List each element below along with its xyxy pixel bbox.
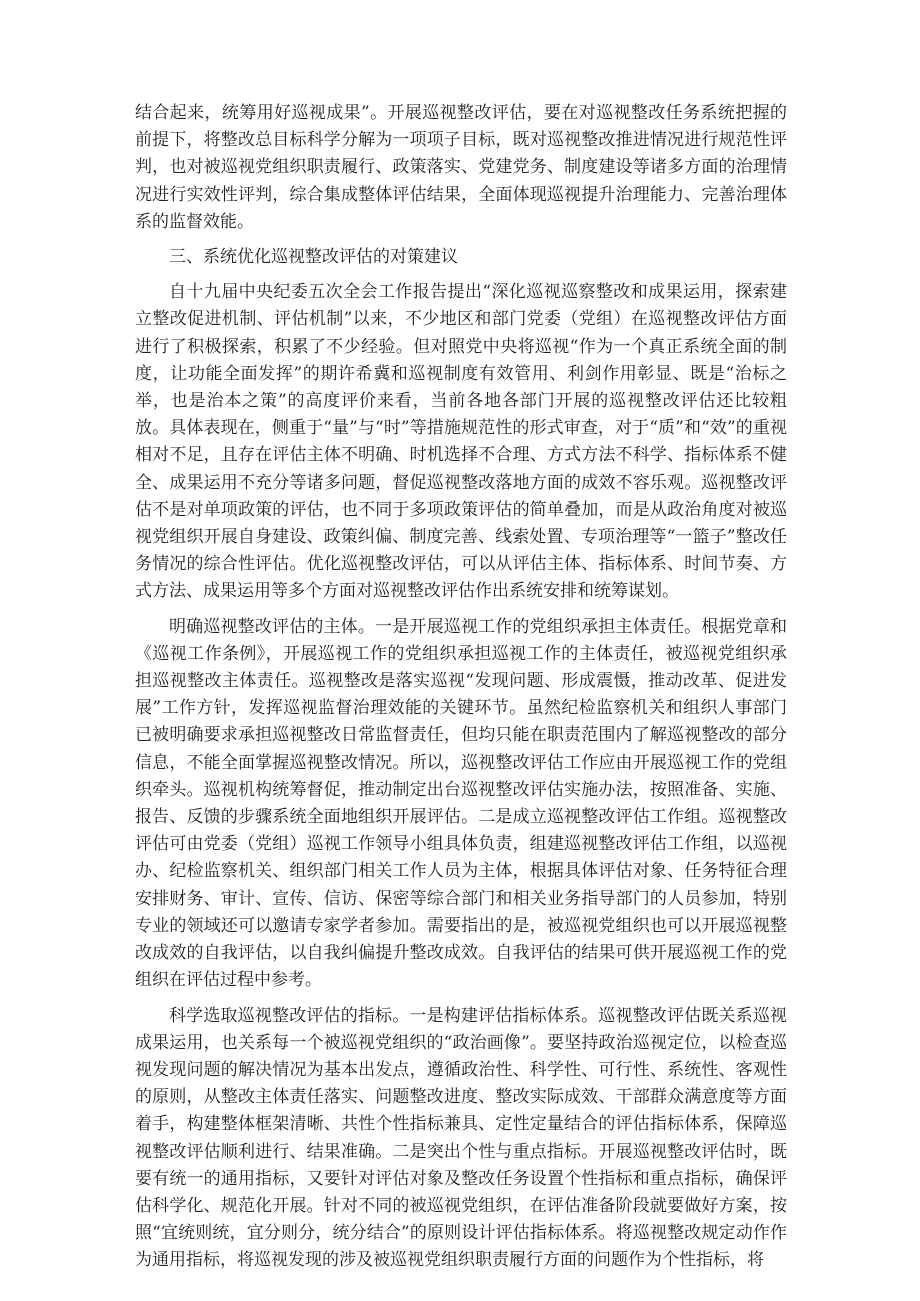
paragraph-intro: 自十九届中央纪委五次全会工作报告提出“深化巡视巡察整改和成果运用，探索建立整改促进机制、评估机制”以来，不少地区和部门党委（党组）在巡视整改评估方面进行了积极探索，积累了不少经验。但对照党中央将巡视“作为一个真正系统全面的制度，让功能全面发挥”的期许希冀和巡视制度有效管用、利剑作用彰显、既是“治标之举，也是治本之策”的高度评价来看，当前各地各部门开展的巡视整改评估还比较粗放。具体表现在，侧重于“量”与“时”等措施规范性的形式审查，对于“质”和“效”的重视相对不足，且存在评估主体不明确、时机选择不合理、方式方法不科学、指标体系不健全、成果运用不充分等诸多问题，督促巡视整改落地方面的成效不容乐观。巡视整改评估不是对单项政策的评估，也不同于多项政策评估的简单叠加，而是从政治角度对被巡视党组织开展自身建设、政策纠偏、制度完善、线索处置、专项治理等“一篮子”整改任务情况的综合性评估。优化巡视整改评估，可以从评估主体、指标体系、时间节奏、方式方法、成果运用等多个方面对巡视整改评估作出系统安排和统筹谋划。	[135, 282, 787, 602]
paragraph-assessment-indicators: 科学选取巡视整改评估的指标。一是构建评估指标体系。巡视整改评估既关系巡视成果运用，也关系每一个被巡视党组织的“政治画像”。要坚持政治巡视定位，以检查巡视发现问题的解决情况为基本出发点，遵循政治性、科学性、可行性、系统性、客观性的原则，从整改主体责任落实、问题整改进度、整改实际成效、干部群众满意度等方面着手，构建整体框架清晰、共性个性指标兼具、定性定量结合的评估指标体系，保障巡视整改评估顺利进行、结果准确。二是突出个性与重点指标。开展巡视整改评估时，既要有统一的通用指标，又要针对评估对象及整改任务设置个性指标和重点指标，确保评估科学化、规范化开展。针对不同的被巡视党组织，在评估准备阶段就要做好方案，按照“宜统则统，宜分则分，统分结合”的原则设计评估指标体系。将巡视整改规定动作作为通用指标，将巡视发现的涉及被巡视党组织职责履行方面的问题作为个性指标，将	[135, 1005, 787, 1271]
section-heading: 三、系统优化巡视整改评估的对策建议	[169, 247, 458, 268]
paragraph-continuation: 结合起来，统筹用好巡视成果”。开展巡视整改评估，要在对巡视整改任务系统把握的前提下，将整改总目标科学分解为一项项子目标，既对巡视整改推进情况进行规范性评判，也对被巡视党组织职责履行、政策落实、党建党务、制度建设等诸多方面的治理情况进行实效性评判，综合集成整体评估结果，全面体现巡视提升治理能力、完善治理体系的监督效能。	[135, 103, 787, 232]
paragraph-assessment-subject: 明确巡视整改评估的主体。一是开展巡视工作的党组织承担主体责任。根据党章和《巡视工作条例》，开展巡视工作的党组织承担巡视工作的主体责任，被巡视党组织承担巡视整改主体责任。巡视整改是落实巡视“发现问题、形成震慑，推动改革、促进发展”工作方针，发挥巡视监督治理效能的关键环节。虽然纪检监察机关和组织人事部门已被明确要求承担巡视整改日常监督责任，但均只能在职责范围内了解巡视整改的部分信息，不能全面掌握巡视整改情况。所以，巡视整改评估工作应由开展巡视工作的党组织牵头。巡视机构统筹督促，推动制定出台巡视整改评估实施办法，按照准备、实施、报告、反馈的步骤系统全面地组织开展评估。二是成立巡视整改评估工作组。巡视整改评估可由党委（党组）巡视工作领导小组具体负责，组建巡视整改评估工作组，以巡视办、纪检监察机关、组织部门相关工作人员为主体，根据具体评估对象、任务特征合理安排财务、审计、宣传、信访、保密等综合部门和相关业务指导部门的人员参加，特别专业的领域还可以邀请专家学者参加。需要指出的是，被巡视党组织也可以开展巡视整改成效的自我评估，以自我纠偏提升整改成效。自我评估的结果可供开展巡视工作的党组织在评估过程中参考。	[135, 616, 787, 991]
document-page	[135, 100, 787, 1283]
